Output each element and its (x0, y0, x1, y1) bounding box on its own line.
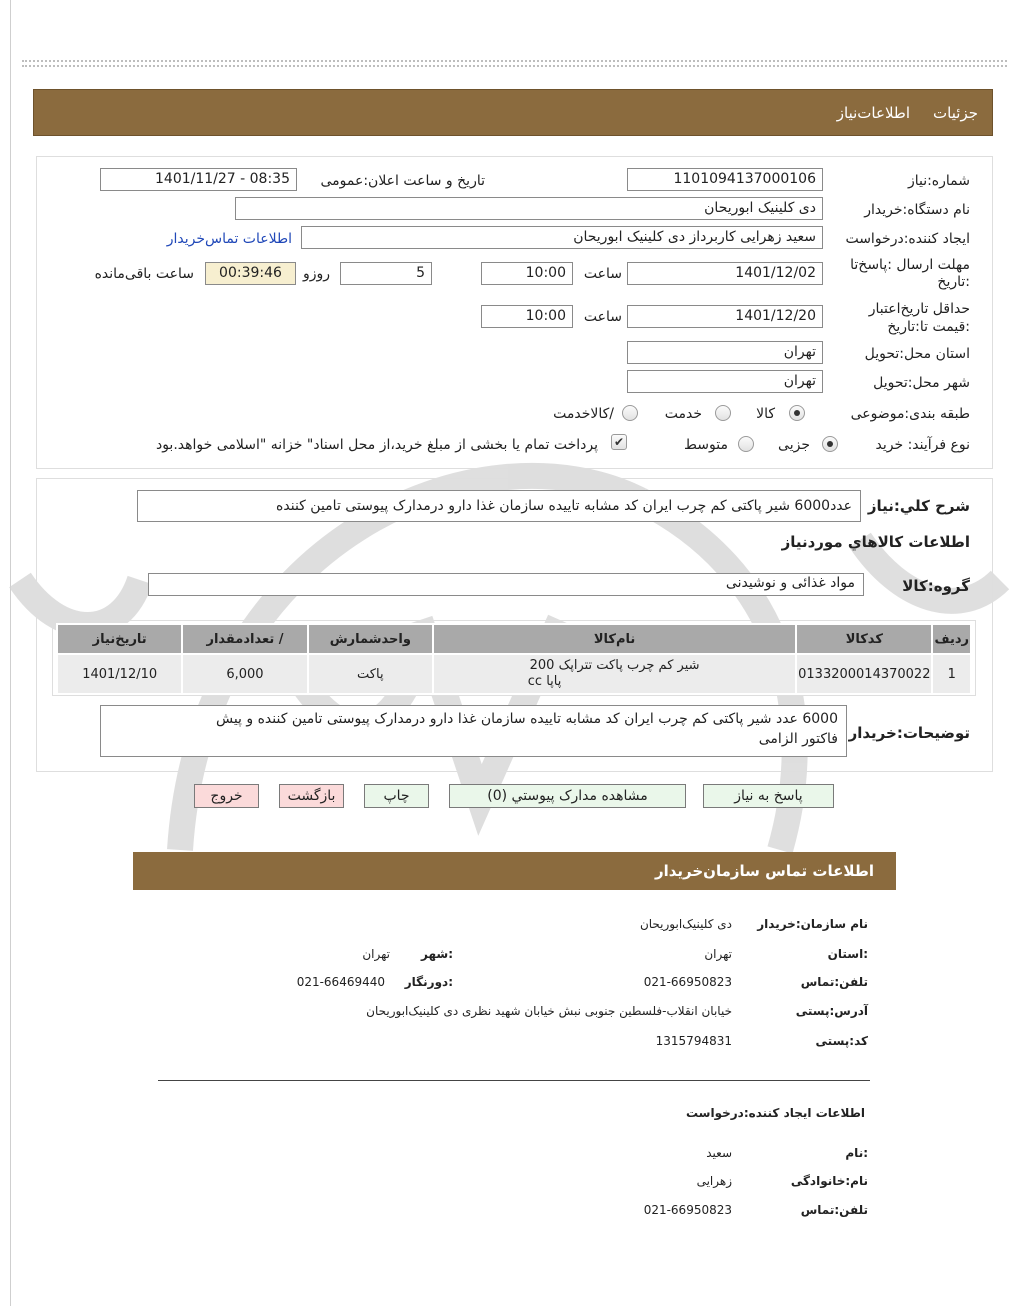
creator-section-title: اطلاعات ایجاد کننده:درخواست (685, 1106, 865, 1120)
category-service-radio[interactable] (715, 405, 731, 421)
province-field: تهران (627, 341, 823, 364)
process-medium-radio[interactable] (738, 436, 754, 452)
items-table (56, 623, 972, 695)
goods-info-title: اطلاعات کالاهاي موردنياز (781, 533, 970, 551)
contact-header (133, 852, 896, 890)
col-date: تاريخ‌نياز (57, 624, 182, 654)
buyer-contact-link[interactable]: اطلاعات تماس‌خریدار (166, 231, 292, 247)
print-button[interactable]: چاپ (364, 784, 429, 808)
cell-name-line2: cc پاپا (527, 674, 562, 689)
col-name: نام‌کالا (433, 624, 796, 654)
creator-label: ایجاد کننده:درخواست (845, 231, 970, 247)
payment-checkbox[interactable]: ✔ (611, 434, 627, 450)
back-button[interactable]: بازگشت (279, 784, 344, 808)
reply-time-label: ساعت (583, 266, 622, 282)
validity-label: حداقل تاریخ‌اعتبار :قیمت تا:تاریخ (868, 301, 970, 335)
days-field: 5 (340, 262, 432, 285)
page-left-border (10, 0, 11, 1306)
top-divider-2 (22, 65, 1007, 67)
payment-check-label: پرداخت تمام یا بخشی از مبلغ خرید،از محل اسناد" خزانه "اسلامی خواهد.بود (155, 437, 598, 453)
contact-province-value: تهران (704, 947, 732, 961)
process-medium-label: متوسط (684, 437, 728, 453)
remaining-time-field: 00:39:46 (205, 262, 296, 285)
category-service-label: خدمت (664, 406, 702, 422)
top-divider (22, 60, 1007, 62)
details-link[interactable]: جزئیات (933, 104, 978, 122)
buyer-org-label: نام دستگاه:خریدار (864, 202, 970, 218)
page-header (33, 89, 993, 136)
validity-time-field: 10:00 (481, 305, 573, 328)
buyer-org-field: دی کلینیک ابوریحان (235, 197, 823, 220)
buyer-notes-line1: 6000 عدد شیر پاکتی کم چرب ایران کد مشابه تاییده سازمان غذا دارو درمدارک پیوستی تامین کننده و پیش (215, 711, 838, 727)
category-goods-service-radio[interactable] (622, 405, 638, 421)
need-number-field: 1101094137000106 (627, 168, 823, 191)
creator-phone-value: 021-66950823 (643, 1203, 732, 1217)
last-name-label: نام:خانوادگی (790, 1174, 868, 1188)
fax-value: 021-66469440 (296, 975, 385, 989)
province-label: استان محل:تحویل (864, 346, 970, 362)
category-goods-radio[interactable] (789, 405, 805, 421)
reply-deadline-label: مهلت ارسال :پاسخ‌تا :تاریخ (850, 257, 970, 290)
contact-city-label: :شهر (421, 947, 453, 961)
cell-unit: پاکت (308, 654, 433, 694)
remaining-label: ساعت باقی‌مانده (94, 266, 194, 282)
buyer-notes-label: توضيحات:خريدار (848, 724, 970, 742)
postal-label: کد:پستی (815, 1034, 868, 1048)
buyer-notes-line2: فاکتور الزامی (758, 731, 838, 747)
summary-label: شرح کلي:نياز (867, 497, 970, 515)
cell-name-line1: شیر کم چرب پاکت تتراپک 200 (529, 658, 700, 673)
announce-field: 1401/11/27 - 08:35 (100, 168, 297, 191)
category-label: طبقه بندی:موضوعی (850, 406, 970, 422)
contact-title: اطلاعات تماس سازمان‌خریدار (654, 862, 874, 880)
reply-date-field: 1401/12/02 (627, 262, 823, 285)
col-row: رديف (932, 624, 971, 654)
first-name-value: سعید (706, 1146, 732, 1160)
validity-date-field: 1401/12/20 (627, 305, 823, 328)
process-label: نوع فرآیند: خرید (875, 437, 970, 453)
page-title: اطلاعات‌نیاز (836, 104, 910, 122)
first-name-label: :نام (845, 1146, 868, 1160)
postal-value: 1315794831 (655, 1034, 732, 1048)
col-code: کدکالا (796, 624, 932, 654)
address-value: خیابان انقلاب-فلسطین جنوبی نبش خیابان شهید نظری دی کلینیک‌ابوریحان (366, 1004, 732, 1018)
goods-group-label: گروه:کالا (902, 577, 970, 595)
table-row (57, 654, 971, 694)
org-label: نام سازمان:خریدار (757, 917, 868, 931)
contact-divider (158, 1080, 870, 1081)
contact-city-value: تهران (362, 947, 390, 961)
need-number-label: شماره:نیاز (907, 173, 970, 189)
validity-time-label: ساعت (583, 309, 622, 325)
process-partial-radio[interactable] (822, 436, 838, 452)
col-qty: / تعدادمقدار (182, 624, 307, 654)
contact-province-label: :استان (827, 947, 868, 961)
city-field: تهران (627, 370, 823, 393)
reply-time-field: 10:00 (481, 262, 573, 285)
process-partial-label: جزیی (778, 437, 810, 453)
fax-label: :دورنگار (404, 975, 453, 989)
cell-row: 1 (932, 654, 971, 694)
cell-code: 0133200014370022 (796, 654, 932, 694)
cell-name (433, 654, 796, 694)
phone-value: 021-66950823 (643, 975, 732, 989)
days-label: روزو (302, 266, 330, 282)
buyer-notes-text (100, 705, 847, 757)
address-label: آدرس:پستی (795, 1004, 868, 1018)
cell-date: 1401/12/10 (57, 654, 182, 694)
category-goods-service-label: /کالاخدمت (553, 406, 614, 422)
col-unit: واحدشمارش (308, 624, 433, 654)
last-name-value: زهرایی (696, 1174, 732, 1188)
creator-phone-label: تلفن:تماس (800, 1203, 868, 1217)
creator-field: سعید زهرایی کاربرداز دی کلینیک ابوریحان (301, 226, 823, 249)
summary-text: عدد6000 شیر پاکتی کم چرب ایران کد مشابه تاییده سازمان غذا دارو درمدارک پیوستی تامین کننده (137, 490, 861, 522)
attachments-button[interactable]: مشاهده مدارک پیوستي (0) (449, 784, 686, 808)
city-label: شهر محل:تحویل (873, 375, 970, 391)
org-value: دی کلینیک‌ابوریحان (639, 917, 732, 931)
goods-group-field: مواد غذائی و نوشیدنی (148, 573, 864, 596)
category-goods-label: کالا (756, 406, 775, 422)
phone-label: تلفن:تماس (800, 975, 868, 989)
cell-qty: 6,000 (182, 654, 307, 694)
reply-button[interactable]: پاسخ به نیاز (703, 784, 834, 808)
announce-label: تاریخ و ساعت اعلان:عمومی (320, 173, 485, 189)
exit-button[interactable]: خروج (194, 784, 259, 808)
